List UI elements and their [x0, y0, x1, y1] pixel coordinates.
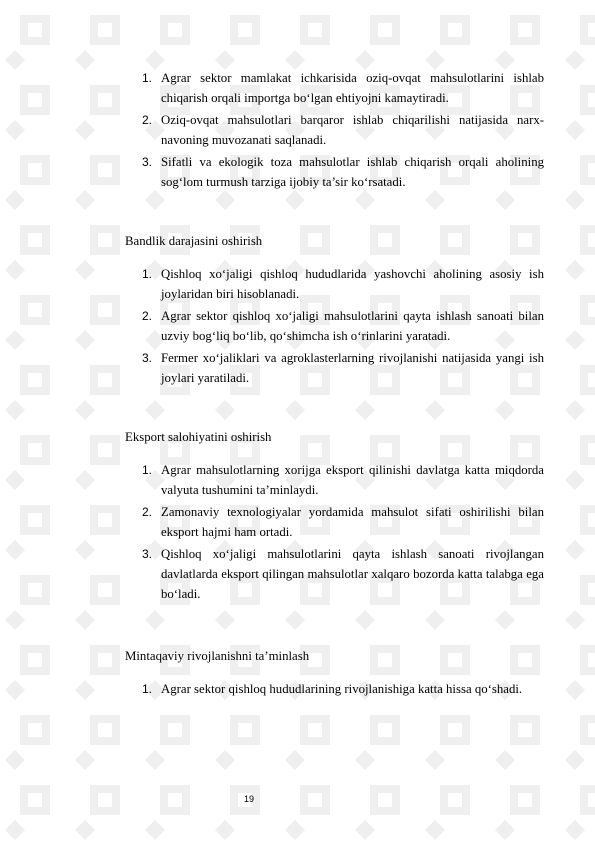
list-item-number: 1.	[142, 682, 153, 696]
list-item	[142, 264, 544, 306]
list-item-text: Agrar sektor qishloq hududlarining rivojlanishiga katta hissa qo‘shadi.	[161, 682, 523, 696]
section-heading: Eksport salohiyatini oshirish	[125, 430, 272, 444]
list-item-text: Agrar sektor qishloq xo‘jaligi mahsulotlarini qayta ishlash sanoati bilan uzviy bog‘liq bo‘lib, qo‘shimcha ish o‘rinlarini yaratadi.	[161, 309, 544, 343]
list-item-text: Oziq-ovqat mahsulotlari barqaror ishlab chiqarilishi natijasida narx-navoning muvozanati saqlanadi.	[161, 113, 544, 147]
list-item-number: 3.	[142, 155, 153, 169]
list-item	[142, 502, 544, 544]
list-item-text: Zamonaviy texnologiyalar yordamida mahsulot sifati oshirilishi bilan eksport hajmi ham ortadi.	[161, 505, 544, 539]
list-item-number: 3.	[142, 351, 153, 365]
page-number: 19	[244, 794, 255, 804]
list-item	[142, 110, 544, 152]
list-item-text: Fermer xo‘jaliklari va agroklasterlarning rivojlanishi natijasida yangi ish joylari yaratiladi.	[161, 351, 544, 385]
list-item	[142, 152, 544, 194]
list-item	[142, 679, 544, 721]
list-item	[142, 348, 544, 390]
list-item-text: Sifatli va ekologik toza mahsulotlar ishlab chiqarish orqali aholining sog‘lom turmush tarziga ijobiy ta’sir ko‘rsatadi.	[161, 155, 544, 189]
list-section-0	[142, 68, 544, 194]
list-item-number: 2.	[142, 505, 153, 519]
list-item-number: 1.	[142, 71, 153, 85]
list-item-number: 1.	[142, 267, 153, 281]
list-item-text: Qishloq xo‘jaligi mahsulotlarini qayta ishlash sanoati rivojlangan davlatlarda eksport qilingan mahsulotlar xalqaro bozorda katta talabga ega bo‘ladi.	[161, 547, 544, 601]
list-item	[142, 460, 544, 502]
list-item	[142, 544, 544, 608]
list-item-number: 1.	[142, 463, 153, 477]
list-item-number: 2.	[142, 113, 153, 127]
list-item-text: Qishloq xo‘jaligi qishloq hududlarida yashovchi aholining asosiy ish joylaridan biri hisoblanadi.	[161, 267, 544, 301]
list-item-text: Agrar mahsulotlarning xorijga eksport qilinishi davlatga katta miqdorda valyuta tushumini ta’minlaydi.	[161, 463, 544, 497]
list-item-text: Agrar sektor mamlakat ichkarisida oziq-ovqat mahsulotlarini ishlab chiqarish orqali importga bo‘lgan ehtiyojni kamaytiradi.	[161, 71, 544, 105]
list-section-3	[142, 679, 544, 721]
list-section-1	[142, 264, 544, 390]
list-item	[142, 68, 544, 110]
list-item-number: 3.	[142, 547, 153, 561]
list-section-2	[142, 460, 544, 608]
section-heading: Bandlik darajasini oshirish	[125, 234, 263, 248]
section-heading: Mintaqaviy rivojlanishni ta’minlash	[125, 649, 310, 663]
list-item-number: 2.	[142, 309, 153, 323]
list-item	[142, 306, 544, 348]
